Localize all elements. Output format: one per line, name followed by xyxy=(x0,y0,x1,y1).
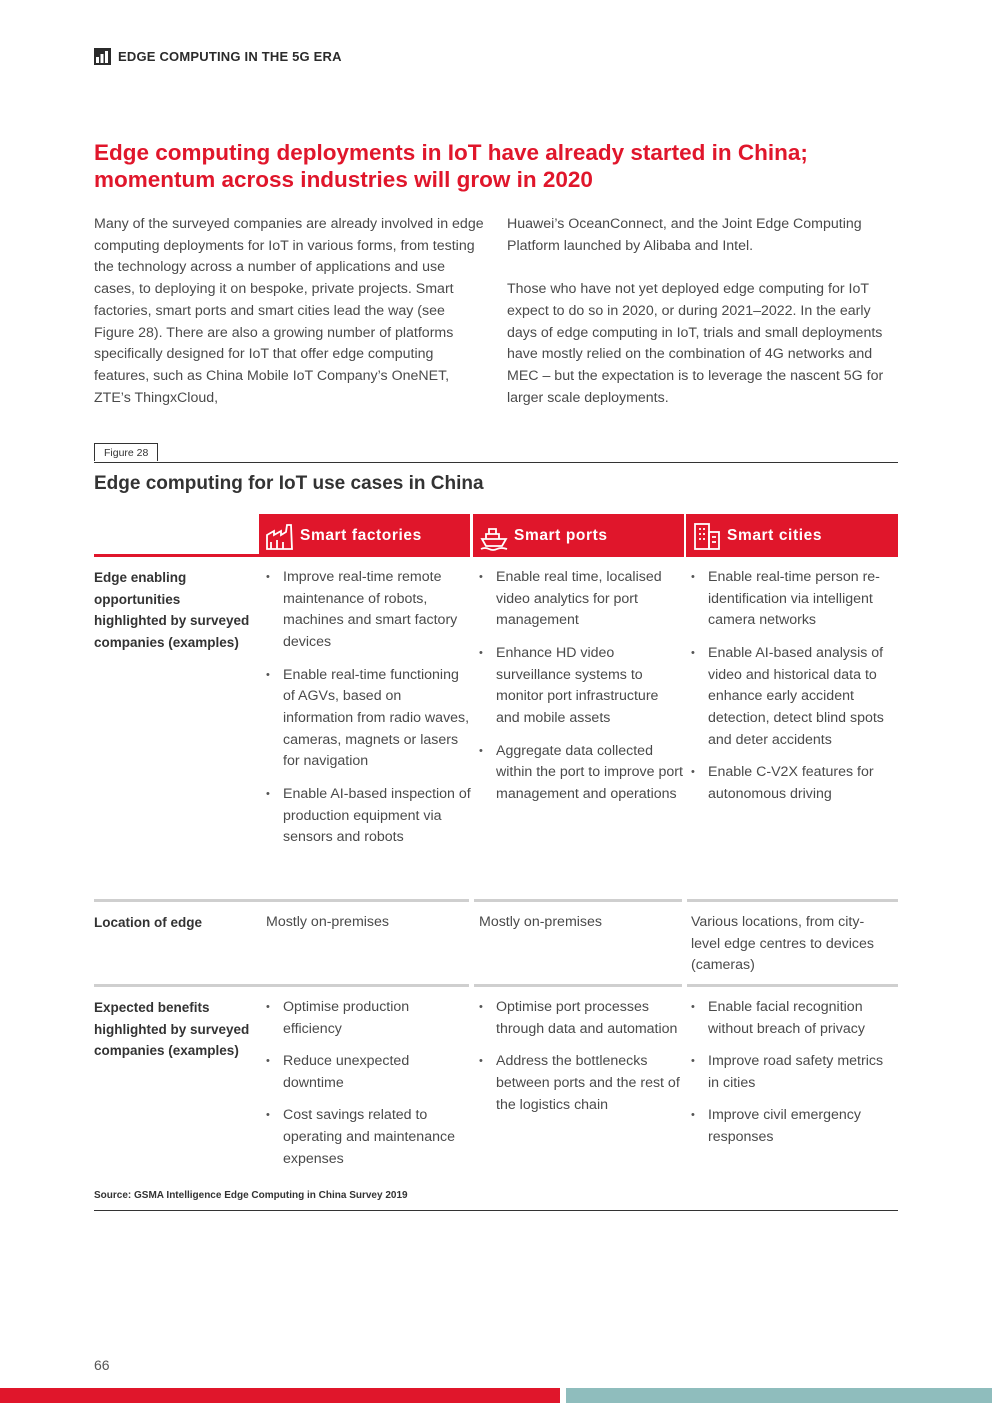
footer-bar-teal xyxy=(566,1388,992,1403)
figure-bottom-divider xyxy=(94,1210,898,1211)
list-item: • Enable real-time person re-identification via intelligent camera networks xyxy=(691,567,896,632)
column-header-smart-ports xyxy=(473,514,684,557)
page-number: 66 xyxy=(94,1357,110,1373)
page-title: Edge computing deployments in IoT have already started in China; momentum across industries will grow in 2020 xyxy=(94,140,808,192)
figure-divider xyxy=(94,462,898,463)
row-label: Location of edge xyxy=(94,915,202,930)
list-item: • Cost savings related to operating and maintenance expenses xyxy=(266,1105,471,1170)
table-cell xyxy=(479,567,684,816)
list-item: • Improve civil emergency responses xyxy=(691,1105,896,1148)
table-cell xyxy=(691,567,896,816)
column-header-smart-factories xyxy=(259,514,470,557)
intro-paragraph: Many of the surveyed companies are already involved in edge computing deployments for IoT in various forms, from testing the technology across a number of applications and use cases, to deploying it on bespoke, private projects. Smart factories, smart ports and smart cities lead the way (see Figure 28). There are also a growing number of platforms specifically designed for IoT that offer edge computing features, such as China Mobile IoT Company’s OneNET, ZTE’s ThingxCloud, xyxy=(94,216,484,406)
list-item: • Address the bottlenecks between ports and the rest of the logistics chain xyxy=(479,1051,684,1116)
row-divider xyxy=(687,984,898,987)
row-divider xyxy=(94,984,469,987)
list-item: • Optimise port processes through data and automation xyxy=(479,997,684,1040)
row-label: Expected benefits highlighted by surveyed companies (examples) xyxy=(94,1000,250,1059)
list-item: • Reduce unexpected downtime xyxy=(266,1051,471,1094)
running-header xyxy=(94,48,342,65)
row-label: Edge enabling opportunities highlighted by surveyed companies (examples) xyxy=(94,570,250,651)
list-item: • Enhance HD video surveillance systems to monitor port infrastructure and mobile assets xyxy=(479,643,684,730)
list-item: • Enable AI-based inspection of production equipment via sensors and robots xyxy=(266,784,471,849)
list-item: • Optimise production efficiency xyxy=(266,997,471,1040)
factory-icon xyxy=(265,521,295,551)
table-cell xyxy=(479,912,684,934)
intro-paragraph: Huawei’s OceanConnect, and the Joint Edge Computing Platform launched by Alibaba and Intel. xyxy=(507,216,862,254)
list-item: • Improve real-time remote maintenance of robots, machines and smart factory devices xyxy=(266,567,471,654)
list-item: • Enable facial recognition without breach of privacy xyxy=(691,997,896,1040)
intro-paragraph: Those who have not yet deployed edge computing for IoT expect to do so in 2020, or during 2021–2022. In the early days of edge computing in IoT, trials and small deployments have mostly relied on the combination of 4G networks and MEC – but the expectation is to leverage the nascent 5G for larger scale deployments. xyxy=(507,281,884,406)
footer-bar-red xyxy=(0,1388,560,1403)
ship-icon xyxy=(479,521,509,551)
intro-right-column xyxy=(507,214,899,409)
cell-text: Mostly on-premises xyxy=(266,914,389,930)
column-header-label: Smart factories xyxy=(300,526,422,544)
list-item: • Enable real-time functioning of AGVs, based on information from radio waves, cameras, magnets or lasers for navigation xyxy=(266,665,471,774)
table-cell xyxy=(691,997,896,1160)
report-icon xyxy=(94,48,111,65)
row-divider xyxy=(687,899,898,902)
row-divider xyxy=(474,984,682,987)
list-item: • Aggregate data collected within the port to improve port management and operations xyxy=(479,741,684,806)
list-item: • Enable AI-based analysis of video and historical data to enhance early accident detection, detect blind spots and deter accidents xyxy=(691,643,896,752)
list-item: • Improve road safety metrics in cities xyxy=(691,1051,896,1094)
cell-text: Mostly on-premises xyxy=(479,914,602,930)
building-icon xyxy=(692,521,722,551)
list-item: • Enable real time, localised video analytics for port management xyxy=(479,567,684,632)
list-item: • Enable C-V2X features for autonomous driving xyxy=(691,762,896,805)
header-text: EDGE COMPUTING IN THE 5G ERA xyxy=(118,49,342,64)
cell-text: Various locations, from city-level edge centres to devices (cameras) xyxy=(691,914,874,974)
table-cell xyxy=(479,997,684,1127)
figure-label: Figure 28 xyxy=(94,443,158,461)
column-header-smart-cities xyxy=(686,514,898,557)
row-divider xyxy=(94,899,469,902)
intro-left-column xyxy=(94,214,486,409)
table-cell xyxy=(691,912,891,977)
column-header-label: Smart cities xyxy=(727,526,823,544)
table-cell xyxy=(266,567,471,860)
figure-title: Edge computing for IoT use cases in China xyxy=(94,473,484,494)
table-cell xyxy=(266,997,471,1181)
table-cell xyxy=(266,912,471,934)
figure-source: Source: GSMA Intelligence Edge Computing in China Survey 2019 xyxy=(94,1190,408,1201)
header-accent-line xyxy=(94,554,259,557)
row-divider xyxy=(474,899,682,902)
column-header-label: Smart ports xyxy=(514,526,608,544)
